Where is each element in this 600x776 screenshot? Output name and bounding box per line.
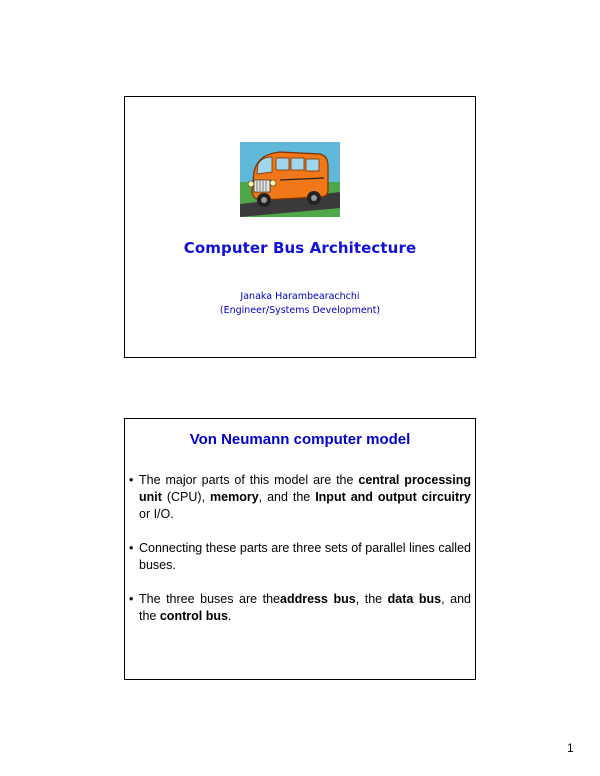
bullet-text: Connecting these parts are three sets of parallel lines called buses. [139, 541, 471, 572]
title-slide [124, 96, 476, 358]
author-block [125, 290, 475, 318]
page-number: 1 [567, 741, 574, 755]
bullet-icon: • [129, 473, 134, 487]
bullet-item [125, 472, 471, 523]
slide-title: Von Neumann computer model [189, 431, 411, 448]
school-bus-clipart [240, 142, 340, 217]
author-name: Janaka Harambearachchi [240, 291, 360, 302]
bullet-item [125, 540, 471, 574]
author-role: (Engineer/Systems Development) [219, 305, 381, 316]
slide-title: Computer Bus Architecture [183, 239, 417, 257]
bullet-icon: • [129, 592, 134, 606]
bullet-icon: • [129, 541, 134, 555]
bullet-text: The major parts of this model are the central processing unit (CPU), memory, and the Input and output circuitry or I/O. [139, 473, 472, 521]
bullet-item [125, 591, 471, 625]
content-slide [124, 418, 476, 680]
bullet-list [125, 472, 471, 625]
bullet-text: The three buses are theaddress bus, the data bus, and the control bus. [139, 592, 471, 623]
